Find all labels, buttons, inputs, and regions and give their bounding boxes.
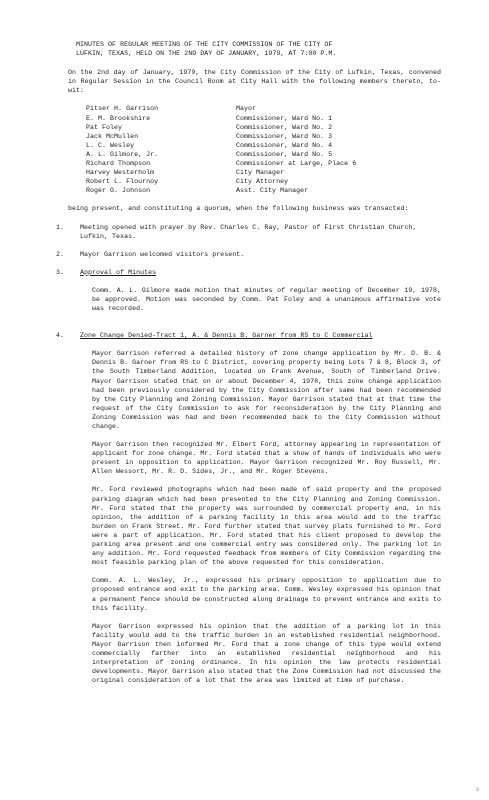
item-heading: Approval of Minutes (80, 268, 157, 276)
roster-name: Richard Thompson (86, 160, 151, 168)
title-line-2: LUFKIN, TEXAS, HELD ON THE 2ND DAY OF JANUARY, 1979, AT 7:00 P.M. (76, 50, 337, 58)
roster-name: Robert L. Flournoy (86, 178, 159, 186)
roster-role: Commissioner at Large, Place 6 (236, 160, 357, 168)
title-line-1: MINUTES OF REGULAR MEETING OF THE CITY COMMISSION OF THE CITY OF (76, 41, 333, 48)
roster-name: Roger G. Johnson (86, 187, 151, 195)
intro-paragraph: On the 2nd day of January, 1979, the City Commission of the City of Lufkin, Texas, convened in Regular Session in the Council Room at City Hall with the following members thereto, to-wit: (68, 69, 441, 95)
agenda-item-4 (56, 331, 441, 694)
roster-role: Commissioner, Ward No. 4 (236, 141, 333, 149)
roster-role: Commissioner, Ward No. 3 (236, 132, 333, 140)
item-number: 1. (56, 223, 65, 231)
document-title (76, 40, 441, 58)
roster-role: Mayor (236, 105, 257, 113)
item-number: 2. (56, 250, 65, 258)
item-number: 4. (56, 332, 65, 340)
agenda-item-2 (56, 250, 441, 259)
item-paragraph: Mayor Garrison expressed his opinion that the addition of a parking lot in this facility would add to the traffic burden in an established residential neighborhood. Mayor Garrison then informed Mr. Ford that a zone change of this type would extend commercially farther into an established residential neighborhood and his interpretation of zoning ordinance. In his opinion the law protects residential developments. Mayor Garrison also stated that the Zone Commission had not discussed the original consideration of a lot that the area was limited at time of purchase. (92, 622, 441, 685)
item-paragraph: Mr. Ford reviewed photographs which had been made of said property and the proposed parking diagram which had been presented to the City Planning and Zoning Commission. Mr. Ford stated that the property was surrounded by commercial property and, in his opinion, the addition of a parking facility in this area would add to the traffic burden on Frank Street. Mr. Ford further stated that survey plats furnished to Mr. Ford were a part of application. Mr. Ford stated that his client proposed to develop the parking area present and one commercial entry was considered only. The parking lot in any addition. Mr. Ford requested feedback from members of City Commission regarding the most feasible parking plan of the above requested for this consideration. (92, 486, 441, 567)
item-text: Mayor Garrison welcomed visitors present. (80, 250, 245, 258)
roster-role: City Manager (236, 169, 285, 177)
item-paragraph: Mayor Garrison referred a detailed history of zone change application by Mr. D. B. & Dennis B. Garner from RS to C District, covering property being Lots 7 & 8, Block 3, of the South Timberland Addition, located on Frank Avenue, South of Timberland Drive. Mayor Garrison stated that on or about December 4, 1978, this zone change application had been previously considered by the City Commission after same had been recommended by the City Planning and Zoning Commission. Mayor Garrison stated that at that time the request of the City Commission to ask for reconsideration by the City Planning and Zoning Commission was had and been recommended back to the City Commission without change. (92, 350, 441, 430)
item-heading: Zone Change Denied-Tract 1, A. & Dennis B. Garner from RS to C Commercial (80, 332, 373, 340)
roster-name: Pitser H. Garrison (86, 105, 159, 113)
roster-name: A. L. Gilmore, Jr. (86, 150, 159, 158)
roster-name: Pat Foley (86, 123, 123, 131)
roster-role: Commissioner, Ward No. 2 (236, 123, 333, 131)
item-paragraph: Comm. A. L. Wesley, Jr., expressed his primary opposition to application due to proposed entrance and exit to the parking area. Comm. Wesley expressed his opinion that a permanent fence should be constructed along drainage to prevent entrance and exits to this facility. (92, 577, 441, 612)
roster-role: Commissioner, Ward No. 5 (236, 150, 333, 158)
roster-role: City Attorney (236, 178, 289, 186)
agenda-item-3 (56, 268, 441, 322)
item-text: Comm. A. L. Gilmore made motion that minutes of regular meeting of December 19, 1978, be approved. Motion was seconded by Comm. Pat Foley and a unanimous affirmative vote was recorded. (92, 286, 441, 313)
quorum-statement: being present, and constituting a quorum, when the following business was transacted: (68, 205, 409, 213)
item-number: 3. (56, 268, 65, 276)
roster-name: Harvey Westerholm (86, 169, 155, 177)
roster-name: E. M. Brookshire (86, 114, 151, 122)
agenda-item-1 (56, 223, 441, 241)
item-text: Meeting opened with prayer by Rev. Charles C. Ray, Pastor of First Christian Church, Lufkin, Texas. (80, 223, 417, 240)
roster-name: L. C. Wesley (86, 141, 135, 149)
item-paragraph: Mayor Garrison then recognized Mr. Elbert Ford, attorney appearing in representation of applicant for zone change. Mr. Ford stated that a show of hands of individuals who were present in opposition to application. Mayor Garrison recognized Mr. Roy Russell, Mr. Allen Wessort, Mr. R. D. Sides, Jr., and Mr. Roger Stevens. (92, 441, 441, 476)
attendance-roster (86, 104, 441, 195)
roster-role: Commissioner, Ward No. 1 (236, 114, 333, 122)
roster-name: Jack McMullen (86, 132, 139, 140)
page-mark: 3 (475, 785, 479, 793)
roster-role: Asst. City Manager (236, 187, 309, 195)
